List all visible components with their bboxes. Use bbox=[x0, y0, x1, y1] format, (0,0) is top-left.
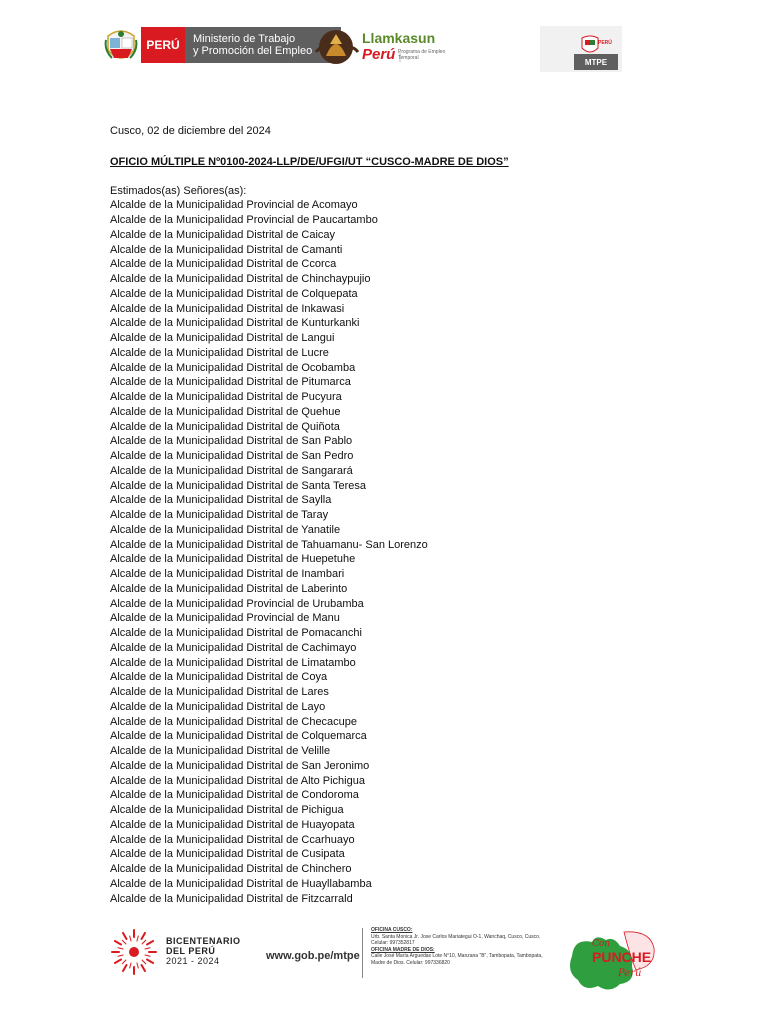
recipient-line: Alcalde de la Municipalidad Distrital de Santa Teresa bbox=[110, 479, 366, 492]
recipient-line: Alcalde de la Municipalidad Distrital de Pucyura bbox=[110, 391, 342, 403]
recipient-line: Alcalde de la Municipalidad Distrital de Lucre bbox=[110, 346, 329, 359]
recipient-line: Alcalde de la Municipalidad Distrital de Layo bbox=[110, 700, 326, 713]
recipient-line: Alcalde de la Municipalidad Distrital de Camanti bbox=[110, 243, 343, 256]
recipient-line: Alcalde de la Municipalidad Distrital de Colquepata bbox=[110, 287, 358, 300]
recipient-line: Alcalde de la Municipalidad Distrital de Lares bbox=[110, 686, 329, 698]
bicentenario-line-2: DEL PERÚ bbox=[166, 946, 216, 956]
recipient-line: Alcalde de la Municipalidad Distrital de San Pedro bbox=[110, 450, 354, 462]
punche-con-text: Con bbox=[592, 939, 611, 949]
recipient-line: Alcalde de la Municipalidad Distrital de Ccarhuayo bbox=[110, 833, 355, 846]
bicentenario-line-1: BICENTENARIO bbox=[166, 936, 241, 946]
bicentenario-years: 2021 - 2024 bbox=[166, 956, 220, 966]
recipient-line: Alcalde de la Municipalidad Distrital de Taray bbox=[110, 509, 329, 521]
recipient-line: Alcalde de la Municipalidad Distrital de Saylla bbox=[110, 494, 332, 507]
recipient-line: Alcalde de la Municipalidad Distrital de Yanatile bbox=[110, 523, 341, 536]
recipient-line: Alcalde de la Municipalidad Distrital de Limatambo bbox=[110, 656, 356, 669]
coat-of-arms-icon bbox=[104, 28, 138, 64]
recipient-line: Alcalde de la Municipalidad Distrital de Langui bbox=[110, 332, 335, 344]
recipient-line: Alcalde de la Municipalidad Distrital de Tahuamanu- San Lorenzo bbox=[110, 538, 428, 551]
recipient-line: Alcalde de la Municipalidad Distrital de Alto Pichigua bbox=[110, 774, 365, 787]
recipient-line: Alcalde de la Municipalidad Distrital de Condoroma bbox=[110, 789, 359, 802]
program-name: Llamkasun bbox=[362, 30, 436, 46]
recipient-line: Alcalde de la Municipalidad Distrital de San Pablo bbox=[110, 435, 353, 448]
recipient-line: Alcalde de la Municipalidad Distrital de Huepetuhe bbox=[110, 553, 356, 566]
recipient-line: Alcalde de la Municipalidad Provincial de Paucartambo bbox=[110, 214, 378, 226]
recipient-line: Alcalde de la Municipalidad Distrital de Huayopata bbox=[110, 818, 355, 831]
letterhead bbox=[0, 0, 768, 96]
program-subtitle: Programa de Empleo Temporal bbox=[398, 49, 446, 61]
recipient-line: Alcalde de la Municipalidad Distrital de Fitzcarrald bbox=[110, 892, 353, 905]
recipient-line: Alcalde de la Municipalidad Distrital de Huayllabamba bbox=[110, 877, 372, 890]
recipient-line: Alcalde de la Municipalidad Provincial de Acomayo bbox=[110, 199, 358, 212]
website-link[interactable]: www.gob.pe/mtpe bbox=[266, 950, 360, 962]
recipient-line: Alcalde de la Municipalidad Distrital de Colquemarca bbox=[110, 730, 367, 743]
mtpe-peru-label: PERÚ bbox=[598, 40, 612, 46]
recipient-line: Alcalde de la Municipalidad Distrital de Quehue bbox=[110, 405, 341, 418]
recipient-line: Alcalde de la Municipalidad Distrital de San Jeronimo bbox=[110, 759, 370, 772]
recipient-line: Alcalde de la Municipalidad Distrital de Quiñota bbox=[110, 420, 340, 433]
recipient-line: Alcalde de la Municipalidad Distrital de Checacupe bbox=[110, 715, 358, 728]
recipient-line: Alcalde de la Municipalidad Distrital de Ccorca bbox=[110, 258, 337, 271]
recipient-line: Alcalde de la Municipalidad Distrital de Velille bbox=[110, 745, 331, 757]
recipient-line: Alcalde de la Municipalidad Distrital de Cusipata bbox=[110, 848, 345, 861]
recipient-line: Alcalde de la Municipalidad Provincial de Manu bbox=[110, 612, 340, 625]
con-punche-peru-logo-icon bbox=[562, 926, 662, 996]
peru-label: PERÚ bbox=[141, 27, 185, 63]
bicentenario-text bbox=[166, 936, 241, 966]
punche-word-text: PUNCHE bbox=[592, 949, 652, 965]
letter-greeting: Estimados(as) Señores(as): bbox=[110, 184, 247, 197]
letter-footer bbox=[0, 920, 768, 1024]
recipient-line: Alcalde de la Municipalidad Distrital de Caicay bbox=[110, 228, 336, 241]
recipient-line: Alcalde de la Municipalidad Distrital de Coya bbox=[110, 671, 328, 684]
recipient-line: Alcalde de la Municipalidad Distrital de Pichigua bbox=[110, 804, 344, 816]
footer-divider bbox=[362, 928, 363, 978]
office-cusco-address: Urb. Santa Monica Jr. Jose Carlos Mariategui O-1, Wanchaq, Cusco, Cusco. Celular: 997352817 bbox=[371, 933, 541, 946]
recipient-line: Alcalde de la Municipalidad Distrital de Cachimayo bbox=[110, 641, 357, 654]
recipient-line: Alcalde de la Municipalidad Distrital de Sangarará bbox=[110, 464, 353, 477]
office-mdd-title: OFICINA MADRE DE DIOS: bbox=[371, 946, 435, 953]
recipient-line: Alcalde de la Municipalidad Distrital de Pitumarca bbox=[110, 376, 351, 389]
program-country: Perú bbox=[362, 46, 396, 63]
recipient-line: Alcalde de la Municipalidad Distrital de Inambari bbox=[110, 568, 345, 580]
recipient-line: Alcalde de la Municipalidad Distrital de Laberinto bbox=[110, 582, 348, 595]
ministry-logo bbox=[141, 27, 341, 63]
ministry-line-1: Ministerio de Trabajo bbox=[193, 33, 296, 45]
letter-subject: OFICIO MÚLTIPLE Nº0100-2024-LLP/DE/UFGI/UT “CUSCO-MADRE DE DIOS” bbox=[110, 155, 509, 168]
office-mdd-address: Calle José María Arguedas Lote N°10, Manzana "B", Tambopata, Tambopata, Madre de Dios. Celular: 997336820 bbox=[371, 953, 543, 966]
office-cusco-title: OFICINA CUSCO: bbox=[371, 927, 413, 933]
recipient-line: Alcalde de la Municipalidad Distrital de Chinchero bbox=[110, 863, 352, 875]
punche-peru-text: Perú bbox=[618, 968, 642, 979]
recipient-line: Alcalde de la Municipalidad Provincial de Urubamba bbox=[110, 597, 364, 610]
office-addresses bbox=[371, 927, 557, 966]
recipient-line: Alcalde de la Municipalidad Distrital de Inkawasi bbox=[110, 302, 345, 315]
ministry-line-2: y Promoción del Empleo bbox=[193, 45, 313, 57]
letter-date: Cusco, 02 de diciembre del 2024 bbox=[110, 125, 271, 137]
bicentenario-logo-icon bbox=[108, 926, 160, 978]
mtpe-label: MTPE bbox=[574, 54, 618, 70]
recipient-line: Alcalde de la Municipalidad Distrital de Ocobamba bbox=[110, 361, 356, 374]
recipient-list bbox=[110, 198, 670, 906]
recipient-line: Alcalde de la Municipalidad Distrital de Chinchaypujio bbox=[110, 273, 371, 285]
recipient-line: Alcalde de la Municipalidad Distrital de Kunturkanki bbox=[110, 317, 360, 330]
letter-body bbox=[110, 124, 670, 906]
recipient-line: Alcalde de la Municipalidad Distrital de Pomacanchi bbox=[110, 627, 362, 639]
